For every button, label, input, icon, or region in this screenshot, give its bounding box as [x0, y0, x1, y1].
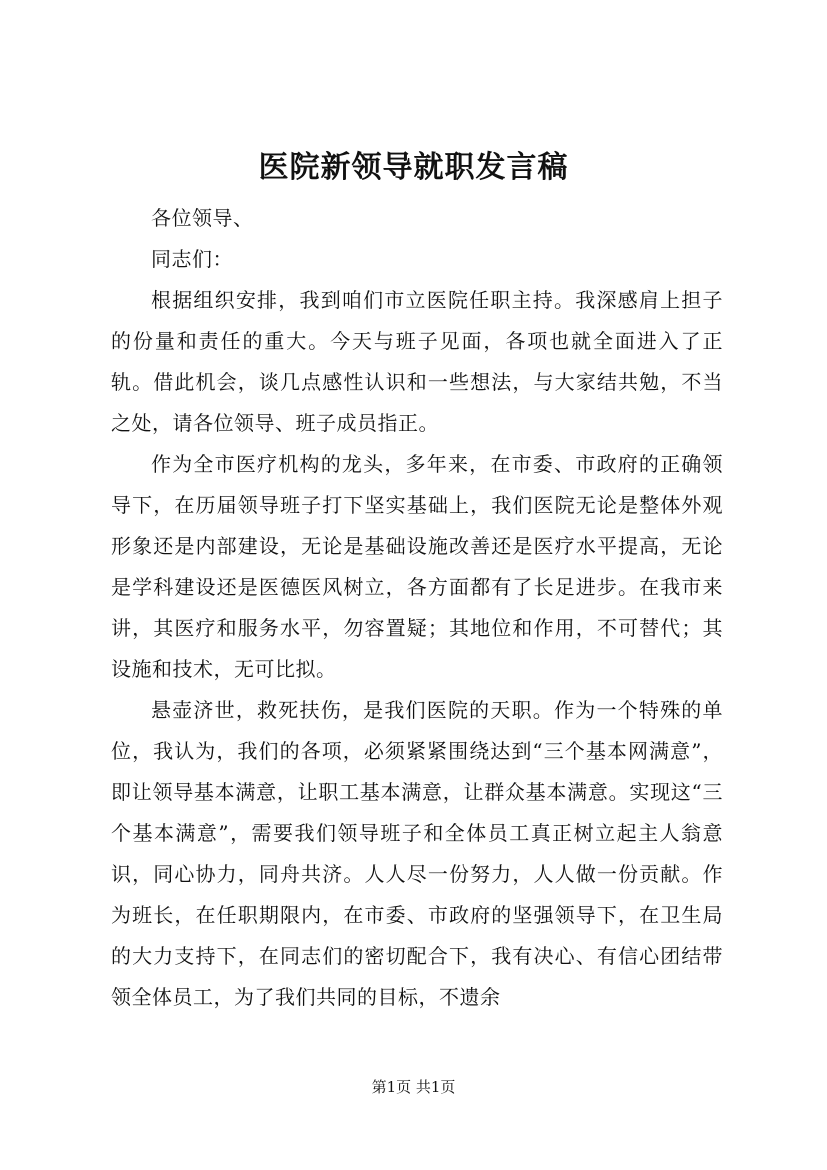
salutation-line-2: 同志们：	[151, 247, 233, 271]
document-title: 医院新领导就职发言稿	[258, 150, 569, 185]
paragraph-3: 悬壶济世，救死扶伤，是我们医院的天职。作为一个特殊的单位，我认为，我们的各项，必须紧紧围绕达到“三个基本网满意”，即让领导基本满意，让职工基本满意，让群众基本满意。实现这“三个基本满意”，需要我们领导班子和全体员工真正树立起主人翁意识，同心协力，同舟共济。人人尽一份努力，人人做一份贡献。作为班长，在任职期限内，在市委、市政府的坚强领导下，在卫生局的大力支持下，在同志们的密切配合下，我有决心、有信心团结带领全体员工，为了我们共同的目标，不遗余	[111, 698, 723, 1009]
page-number-footer: 第1页 共1页	[371, 1078, 456, 1096]
document-body	[111, 198, 723, 1018]
paragraph-1: 根据组织安排，我到咱们市立医院任职主持。我深感肩上担子的份量和责任的重大。今天与班子见面，各项也就全面进入了正轨。借此机会，谈几点感性认识和一些想法，与大家结共勉，不当之处，请各位领导、班子成员指正。	[111, 288, 723, 435]
salutation-line-1: 各位领导、	[151, 206, 254, 230]
paragraph-2: 作为全市医疗机构的龙头，多年来，在市委、市政府的正确领导下，在历届领导班子打下坚实基础上，我们医院无论是整体外观形象还是内部建设，无论是基础设施改善还是医疗水平提高，无论是学科建设还是医德医风树立，各方面都有了长足进步。在我市来讲，其医疗和服务水平，勿容置疑；其地位和作用，不可替代；其设施和技术，无可比拟。	[111, 452, 723, 681]
